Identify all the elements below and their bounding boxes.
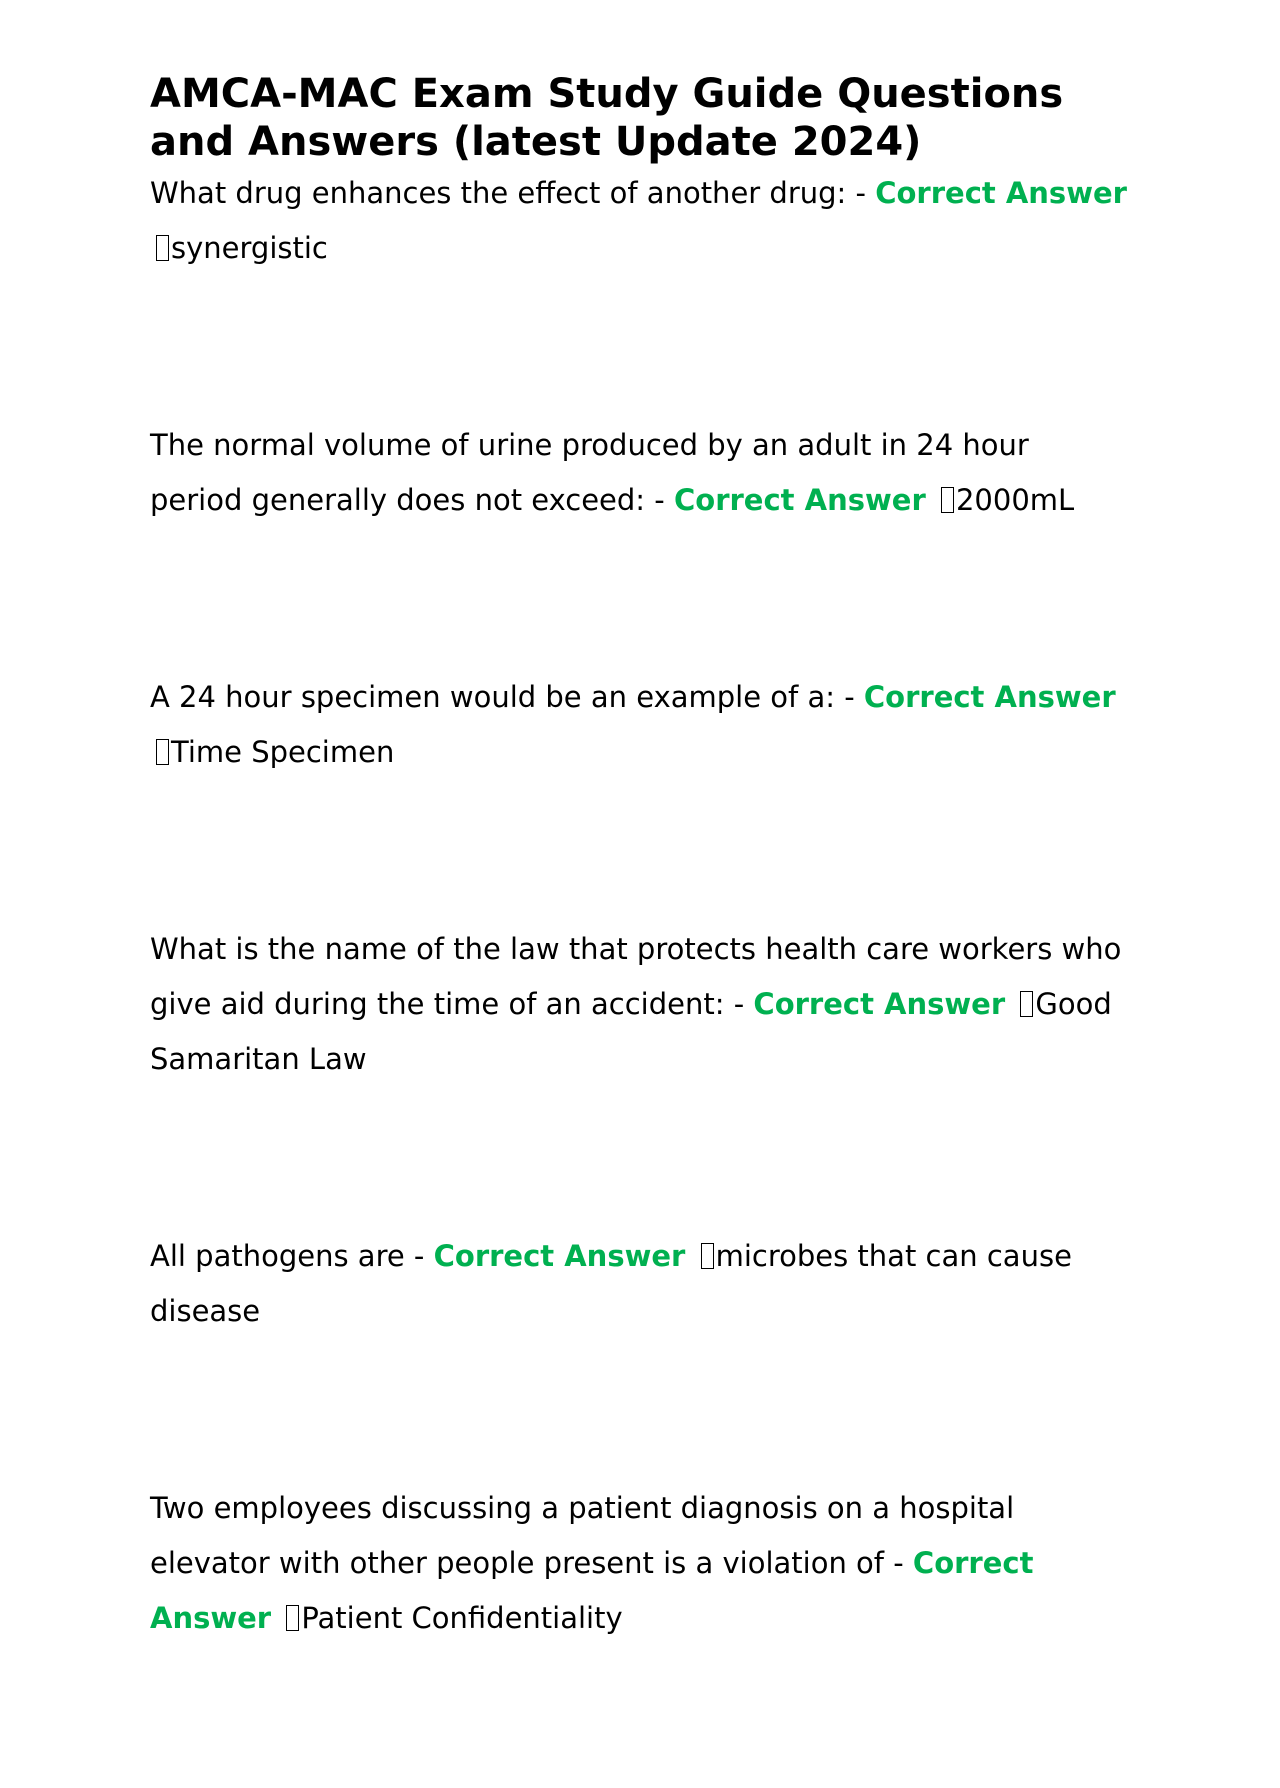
separator: - [884, 1546, 913, 1580]
qa-item [150, 166, 1130, 276]
document-page [150, 70, 1130, 1788]
page-title: AMCA-MAC Exam Study Guide Questions and Answers (latest Update 2024) [150, 71, 1064, 165]
answer-text: synergistic [171, 231, 328, 265]
question-text: All pathogens are [150, 1239, 405, 1273]
question-text: What is the name of the law that protects health care workers who give aid during the time of an accident: [150, 932, 1122, 1021]
qa-item [150, 922, 1130, 1087]
question-text: Two employees discussing a patient diagnosis on a hospital elevator with other people present is a violation of [150, 1491, 1015, 1580]
missing-glyph-icon [286, 1605, 299, 1631]
question-text: A 24 hour specimen would be an example of a: [150, 680, 835, 714]
separator: - [834, 680, 864, 714]
question-text: What drug enhances the effect of another drug: [150, 176, 847, 210]
separator: - [724, 987, 754, 1021]
missing-glyph-icon [701, 1243, 714, 1269]
answer-text: Good Samaritan Law [150, 987, 1112, 1076]
missing-glyph-icon [941, 487, 954, 513]
qa-item [150, 1481, 1130, 1646]
answer-text: 2000mL [955, 483, 1075, 517]
correct-answer-label: Correct Answer [150, 1546, 1034, 1635]
separator: - [846, 176, 876, 210]
correct-answer-label: Correct Answer [674, 483, 926, 517]
answer-text: Patient Confidentiality [301, 1601, 623, 1635]
qa-item [150, 670, 1130, 780]
qa-item [150, 418, 1130, 528]
correct-answer-label: Correct Answer [875, 176, 1127, 210]
separator: - [645, 483, 674, 517]
correct-answer-label: Correct Answer [863, 680, 1116, 714]
correct-answer-label: Correct Answer [753, 987, 1006, 1021]
separator: - [404, 1239, 434, 1273]
correct-answer-label: Correct Answer [433, 1239, 686, 1273]
question-text: The normal volume of urine produced by an adult in 24 hour period generally does not exceed: [150, 428, 1029, 517]
missing-glyph-icon [156, 739, 169, 765]
qa-item [150, 1229, 1130, 1339]
answer-text: microbes that can cause disease [150, 1239, 1072, 1328]
missing-glyph-icon [1020, 991, 1033, 1017]
answer-text: Time Specimen [171, 735, 395, 769]
missing-glyph-icon [156, 235, 169, 261]
